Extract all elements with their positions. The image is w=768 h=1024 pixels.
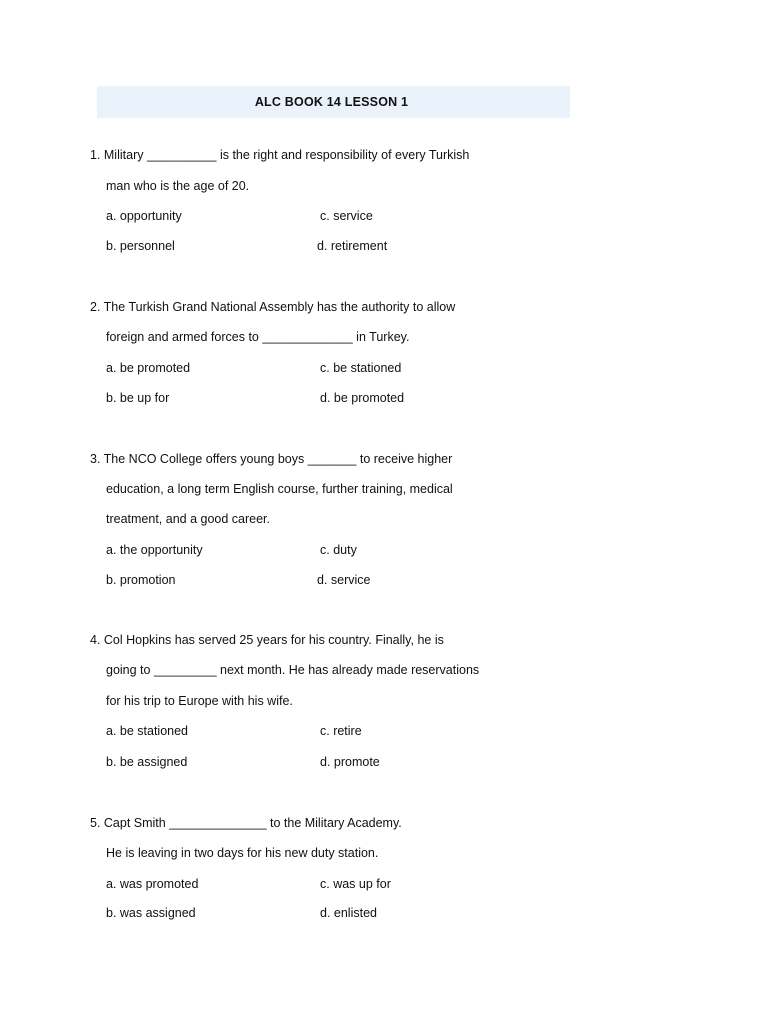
question-3-line-1: 3. The NCO College offers young boys _______ to receive higher: [90, 452, 453, 466]
question-2-option-b: b. be up for: [106, 391, 170, 405]
question-5-option-c: c. was up for: [320, 877, 391, 891]
question-1-line-1: 1. Military __________ is the right and responsibility of every Turkish: [90, 148, 470, 162]
question-1-option-b: b. personnel: [106, 239, 175, 253]
question-4-line-2: going to _________ next month. He has already made reservations: [106, 663, 480, 677]
question-4-option-c: c. retire: [320, 724, 362, 738]
question-1-option-a: a. opportunity: [106, 209, 182, 223]
question-5-option-b: b. was assigned: [106, 906, 196, 920]
question-3-option-c: c. duty: [320, 543, 357, 557]
question-4-option-b: b. be assigned: [106, 755, 188, 769]
page-title: ALC BOOK 14 LESSON 1: [254, 95, 409, 109]
question-3-option-b: b. promotion: [106, 573, 176, 587]
question-4-line-1: 4. Col Hopkins has served 25 years for his country. Finally, he is: [90, 633, 444, 647]
question-3-option-d: d. service: [317, 573, 371, 587]
question-1-option-d: d. retirement: [317, 239, 388, 253]
question-1-option-c: c. service: [320, 209, 373, 223]
title-bar: [97, 86, 570, 118]
question-1-line-2: man who is the age of 20.: [106, 179, 250, 193]
question-2-line-2: foreign and armed forces to _____________ in Turkey.: [106, 330, 410, 344]
question-3-option-a: a. the opportunity: [106, 543, 203, 557]
question-5-line-2: He is leaving in two days for his new duty station.: [106, 846, 379, 860]
question-5-line-1: 5. Capt Smith ______________ to the Military Academy.: [90, 816, 402, 830]
question-2-option-d: d. be promoted: [320, 391, 405, 405]
question-4-option-a: a. be stationed: [106, 724, 189, 738]
question-2-option-a: a. be promoted: [106, 361, 191, 375]
question-4-option-d: d. promote: [320, 755, 380, 769]
question-5-option-d: d. enlisted: [320, 906, 377, 920]
question-3-line-2: education, a long term English course, further training, medical: [106, 482, 453, 496]
question-5-option-a: a. was promoted: [106, 877, 199, 891]
question-3-line-3: treatment, and a good career.: [106, 512, 270, 526]
question-2-line-1: 2. The Turkish Grand National Assembly has the authority to allow: [90, 300, 456, 314]
question-4-line-3: for his trip to Europe with his wife.: [106, 694, 293, 708]
question-2-option-c: c. be stationed: [320, 361, 402, 375]
